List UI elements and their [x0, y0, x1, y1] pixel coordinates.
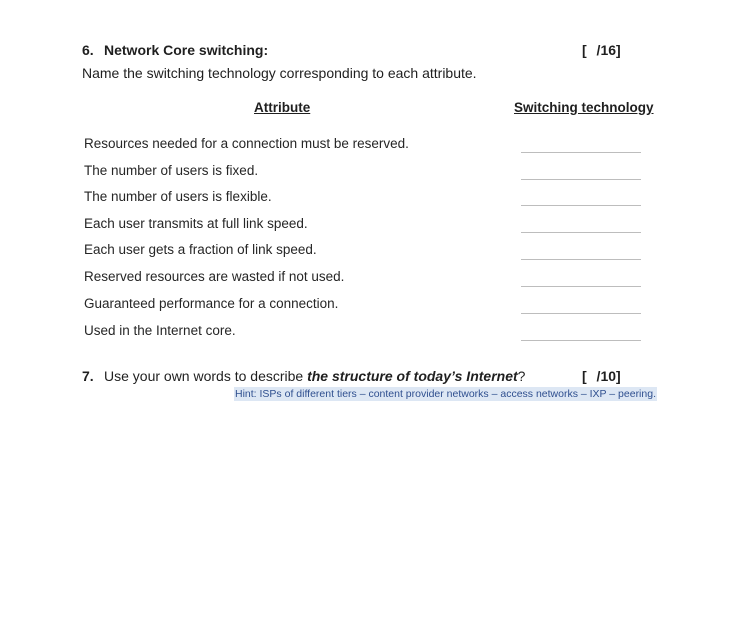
- question-7-emphasis: the structure of today’s Internet: [307, 368, 518, 384]
- question-7-text-end: ?: [517, 368, 526, 384]
- question-6-title: [82, 42, 268, 58]
- attribute-column-header: Attribute: [254, 100, 311, 115]
- question-7-prompt: [82, 368, 525, 384]
- question-7-text: Use your own words to describe: [104, 368, 308, 384]
- answer-blank-3[interactable]: [521, 205, 641, 206]
- attribute-row: Used in the Internet core.: [84, 323, 236, 338]
- attribute-row: Resources needed for a connection must be reserved.: [84, 136, 409, 151]
- attribute-row: Guaranteed performance for a connection.: [84, 296, 339, 311]
- question-6-heading: Network Core switching:: [104, 42, 269, 58]
- answer-blank-7[interactable]: [521, 313, 641, 314]
- answer-blank-5[interactable]: [521, 259, 641, 260]
- switching-technology-column-header: Switching technology: [514, 100, 654, 115]
- attribute-row: Reserved resources are wasted if not used.: [84, 269, 345, 284]
- answer-blank-4[interactable]: [521, 232, 641, 233]
- answer-blank-8[interactable]: [521, 340, 641, 341]
- question-7-score: [ /10]: [582, 368, 621, 384]
- question-6-number: 6.: [82, 42, 94, 58]
- answer-blank-6[interactable]: [521, 286, 641, 287]
- question-7-hint: Hint: ISPs of different tiers – content provider networks – access networks – IXP – peering.: [235, 388, 656, 400]
- attribute-row: Each user transmits at full link speed.: [84, 216, 308, 231]
- answer-blank-1[interactable]: [521, 152, 641, 153]
- question-6-instruction: Name the switching technology corresponding to each attribute.: [82, 65, 477, 81]
- attribute-row: Each user gets a fraction of link speed.: [84, 242, 317, 257]
- question-6-score: [ /16]: [582, 42, 621, 58]
- answer-blank-2[interactable]: [521, 179, 641, 180]
- question-7-number: 7.: [82, 368, 94, 384]
- attribute-row: The number of users is flexible.: [84, 189, 272, 204]
- attribute-row: The number of users is fixed.: [84, 163, 259, 178]
